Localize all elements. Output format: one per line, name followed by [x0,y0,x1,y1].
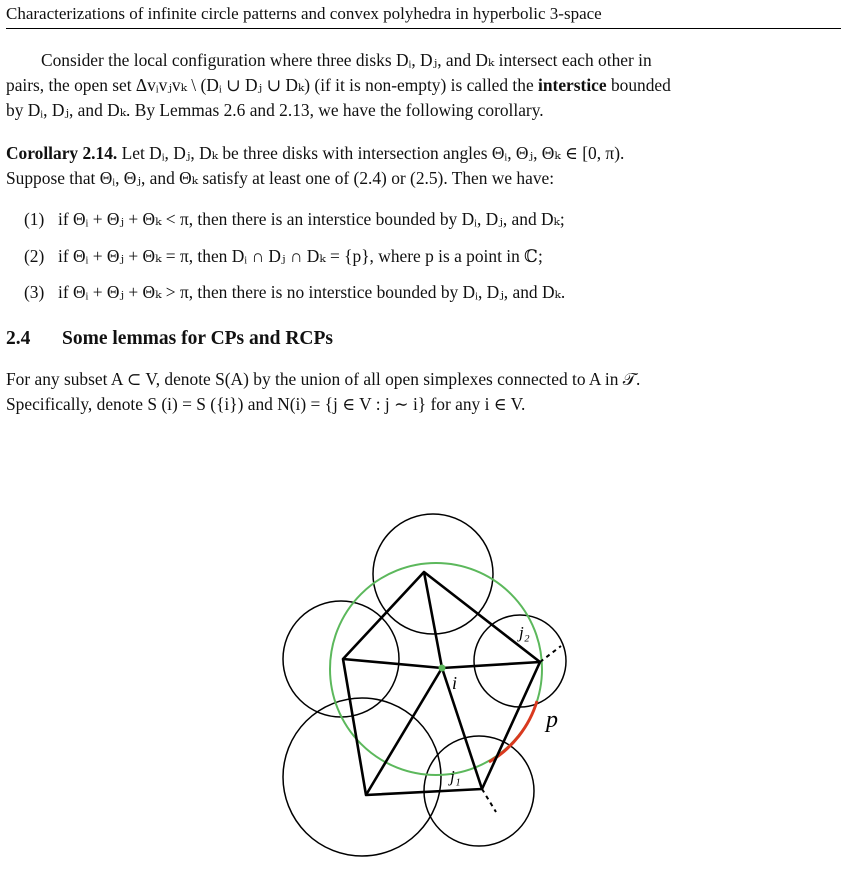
paragraph-interstice-line3: by Dᵢ, Dⱼ, and Dₖ. By Lemmas 2.6 and 2.13, we have the following corollary. [6,100,544,120]
section-heading: 2.4 Some lemmas for CPs and RCPs [6,328,334,349]
paragraph-subset-line1: For any subset A ⊂ V, denote S(A) by the union of all open simplexes connected to A in 𝒯. [6,369,641,389]
paragraph-interstice-line1: Consider the local configuration where three disks Dᵢ, Dⱼ, and Dₖ intersect each other in [41,50,652,70]
running-header: Characterizations of infinite circle patterns and convex polyhedra in hyperbolic 3-space [6,4,602,23]
label-i: i [452,673,458,693]
label-p: p [546,707,558,733]
label-j2: j₂ [519,623,530,642]
center-dot [439,665,446,672]
paragraph-subset-line2: Specifically, denote S (i) = S ({i}) and N(i) = {j ∈ V : j ∼ i} for any i ∈ V. [6,394,526,414]
paragraph-interstice-line2: pairs, the open set Δvᵢvⱼvₖ \ (Dᵢ ∪ Dⱼ ∪ Dₖ) (if it is non-empty) is called the interstice bounded [6,75,671,95]
term-interstice: interstice [538,75,607,95]
corollary-item-2: (2) if Θᵢ + Θⱼ + Θₖ = π, then Dᵢ ∩ Dⱼ ∩ Dₖ = {p}, where p is a point in ℂ; [24,246,543,266]
corollary-item-3: (3) if Θᵢ + Θⱼ + Θₖ > π, then there is no interstice bounded by Dᵢ, Dⱼ, and Dₖ. [24,282,566,302]
label-j1: j₁ [450,767,461,786]
corollary-statement-line1: Corollary 2.14. Let Dᵢ, Dⱼ, Dₖ be three disks with intersection angles Θᵢ, Θⱼ, Θₖ ∈ [0, π). [6,143,625,163]
corollary-item-1: (1) if Θᵢ + Θⱼ + Θₖ < π, then there is an interstice bounded by Dᵢ, Dⱼ, and Dₖ; [24,209,565,229]
corollary-statement-line2: Suppose that Θᵢ, Θⱼ, and Θₖ satisfy at least one of (2.4) or (2.5). Then we have: [6,168,555,188]
corollary-label: Corollary 2.14. [6,143,118,163]
